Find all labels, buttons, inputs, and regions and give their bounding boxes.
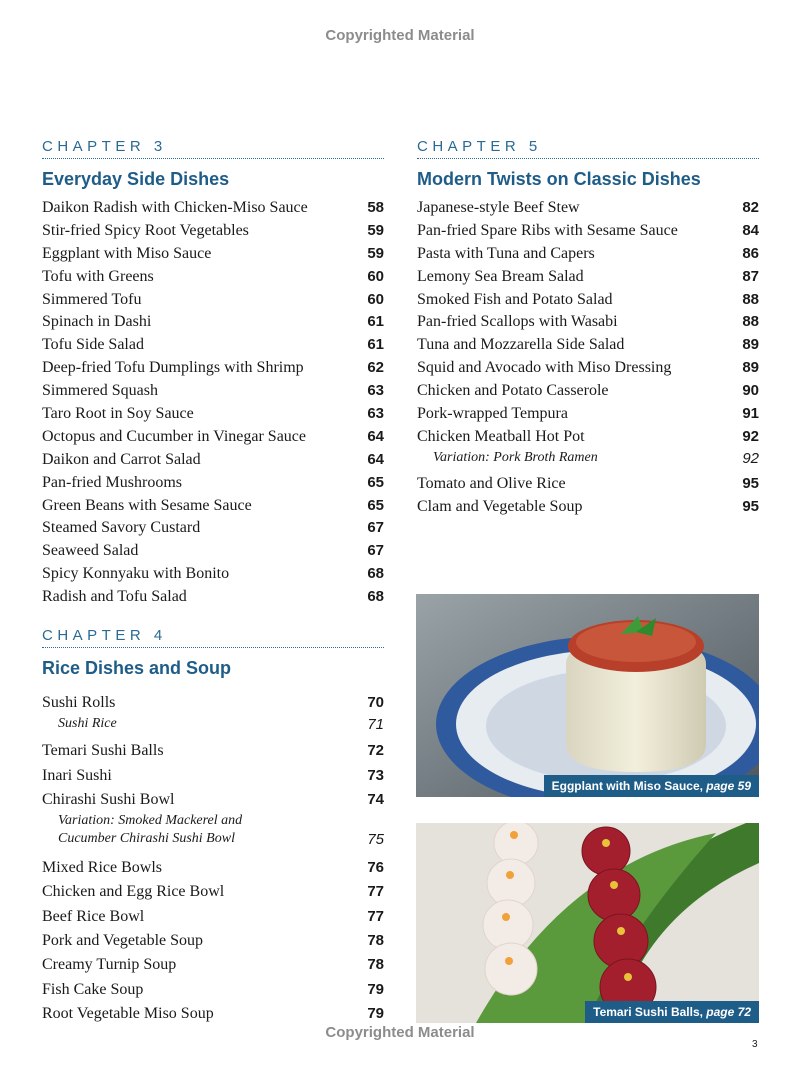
- toc-entry-page: 84: [742, 221, 759, 239]
- toc-entry-page: 59: [367, 221, 384, 239]
- toc-entry-title: Taro Root in Soy Sauce: [42, 405, 194, 423]
- toc-entry-title: Deep-fried Tofu Dumplings with Shrimp: [42, 359, 304, 377]
- toc-entry-title: Green Beans with Sesame Sauce: [42, 496, 252, 514]
- toc-entry-title: Fish Cake Soup: [42, 980, 144, 998]
- toc-entry-title: Squid and Avocado with Miso Dressing: [417, 359, 672, 377]
- caption-page: page 72: [706, 1005, 751, 1019]
- toc-entry[interactable]: [42, 856, 384, 880]
- toc-entry[interactable]: [417, 289, 759, 312]
- toc-entry-title: Tofu with Greens: [42, 267, 154, 285]
- toc-entry[interactable]: [42, 220, 384, 243]
- toc-subentry-page: 92: [742, 449, 759, 467]
- toc-subentry-title: Sushi Rice: [58, 716, 117, 732]
- toc-entry-title: Clam and Vegetable Soup: [417, 497, 583, 515]
- toc-entry-title: Daikon Radish with Chicken-Miso Sauce: [42, 199, 308, 216]
- toc-entry[interactable]: [417, 403, 759, 426]
- chapter-5-list-after: [417, 473, 759, 519]
- toc-entry-title: Sushi Rolls: [42, 694, 116, 711]
- chapter-3-label: CHAPTER 3: [42, 138, 384, 159]
- toc-entry-page: 74: [367, 790, 384, 808]
- toc-subentry-page: 75: [367, 831, 384, 849]
- toc-entry-page: 61: [367, 336, 384, 354]
- toc-entry[interactable]: [42, 1002, 384, 1026]
- toc-entry-title: Pan-fried Scallops with Wasabi: [417, 313, 618, 331]
- toc-entry[interactable]: [42, 266, 384, 289]
- toc-entry-title: Spicy Konnyaku with Bonito: [42, 565, 230, 583]
- chapter-4-label: CHAPTER 4: [42, 627, 384, 648]
- toc-entry[interactable]: [42, 540, 384, 563]
- toc-subentry-title: Variation: Smoked Mackerel and Cucumber Chirashi Sushi Bowl: [58, 813, 243, 847]
- toc-entry-title: Mixed Rice Bowls: [42, 859, 162, 877]
- chapter-4-title: Rice Dishes and Soup: [42, 658, 232, 678]
- toc-entry-title: Inari Sushi: [42, 766, 112, 784]
- toc-entry-title: Tuna and Mozzarella Side Salad: [417, 336, 625, 354]
- toc-entry-title: Chicken and Egg Rice Bowl: [42, 883, 225, 901]
- toc-entry-page: 90: [742, 382, 759, 400]
- toc-entry-title: Simmered Squash: [42, 382, 158, 400]
- toc-entry-title: Radish and Tofu Salad: [42, 588, 187, 606]
- toc-entry[interactable]: [417, 426, 759, 449]
- photo-eggplant-miso-caption: [544, 775, 759, 797]
- chapter-5-list: [417, 197, 759, 449]
- caption-page: page 59: [706, 779, 751, 793]
- toc-subentry-title: Variation: Pork Broth Ramen: [433, 449, 598, 465]
- toc-entry-title: Spinach in Dashi: [42, 313, 152, 331]
- photo-eggplant-miso: [416, 594, 759, 797]
- photo-temari-sushi-caption: [585, 1001, 759, 1023]
- toc-entry-title: Smoked Fish and Potato Salad: [417, 290, 613, 308]
- toc-entry[interactable]: [42, 586, 384, 609]
- toc-entry-title: Eggplant with Miso Sauce: [42, 244, 212, 262]
- copyright-watermark-bottom: Copyrighted Material: [325, 1024, 475, 1041]
- toc-entry-page: 95: [742, 497, 759, 515]
- toc-entry[interactable]: [42, 905, 384, 929]
- toc-entry-page: 63: [367, 405, 384, 423]
- toc-entry-title: Daikon and Carrot Salad: [42, 450, 201, 468]
- chapter-3-list: [42, 197, 384, 609]
- chapter-4-list: [42, 856, 384, 1026]
- toc-entry[interactable]: [42, 691, 384, 715]
- toc-entry-title: Pasta with Tuna and Capers: [417, 244, 595, 262]
- toc-subentry-page: 71: [367, 716, 384, 734]
- toc-entry-title: Pan-fried Mushrooms: [42, 473, 182, 491]
- toc-entry[interactable]: [42, 929, 384, 953]
- toc-entry[interactable]: [42, 197, 384, 220]
- toc-entry-page: 59: [367, 244, 384, 262]
- toc-entry-title: Stir-fried Spicy Root Vegetables: [42, 221, 249, 239]
- toc-entry[interactable]: [42, 243, 384, 266]
- toc-entry[interactable]: [42, 334, 384, 357]
- toc-entry[interactable]: [42, 426, 384, 449]
- toc-entry-page: 82: [742, 199, 759, 216]
- toc-entry-title: Pan-fried Spare Ribs with Sesame Sauce: [417, 221, 678, 239]
- toc-entry-title: Root Vegetable Miso Soup: [42, 1004, 214, 1022]
- toc-entry-page: 95: [742, 474, 759, 492]
- chapter-3-title: Everyday Side Dishes: [42, 169, 230, 189]
- toc-entry[interactable]: [417, 243, 759, 266]
- toc-entry-page: 86: [742, 244, 759, 262]
- toc-entry-title: Temari Sushi Balls: [42, 742, 164, 760]
- toc-entry[interactable]: [42, 403, 384, 426]
- toc-entry-page: 72: [367, 742, 384, 760]
- toc-entry[interactable]: [42, 880, 384, 904]
- toc-entry-page: 78: [367, 956, 384, 974]
- photo-temari-sushi: [416, 823, 759, 1023]
- toc-entry-title: Chicken and Potato Casserole: [417, 382, 609, 400]
- toc-entry-page: 87: [742, 267, 759, 285]
- toc-entry[interactable]: [42, 764, 384, 788]
- toc-entry[interactable]: [42, 739, 384, 763]
- photo-eggplant-miso-image: [416, 594, 759, 797]
- toc-entry-page: 60: [367, 267, 384, 285]
- toc-entry-page: 63: [367, 382, 384, 400]
- toc-entry-page: 89: [742, 336, 759, 354]
- toc-entry[interactable]: [417, 266, 759, 289]
- toc-entry-title: Tomato and Olive Rice: [417, 474, 566, 492]
- toc-entry-page: 77: [367, 907, 384, 925]
- toc-entry-page: 73: [367, 766, 384, 784]
- toc-entry-page: 67: [367, 519, 384, 537]
- toc-entry[interactable]: [417, 357, 759, 380]
- toc-entry-title: Pork and Vegetable Soup: [42, 932, 204, 950]
- toc-entry[interactable]: [42, 978, 384, 1002]
- toc-entry-page: 64: [367, 427, 384, 445]
- toc-entry-page: 68: [367, 588, 384, 606]
- toc-entry[interactable]: [417, 496, 759, 519]
- toc-entry-page: 92: [742, 427, 759, 445]
- toc-entry[interactable]: [417, 311, 759, 334]
- toc-subentry[interactable]: [417, 449, 759, 467]
- chapter-4-section: [42, 627, 384, 1026]
- photo-temari-sushi-image: [416, 823, 759, 1023]
- toc-entry-page: 88: [742, 290, 759, 308]
- toc-entry-page: 70: [367, 694, 384, 711]
- copyright-watermark-top: Copyrighted Material: [325, 27, 475, 44]
- toc-entry-page: 77: [367, 883, 384, 901]
- toc-entry[interactable]: [42, 563, 384, 586]
- caption-text: Temari Sushi Balls,: [593, 1005, 707, 1019]
- toc-entry-page: 61: [367, 313, 384, 331]
- toc-entry-title: Chirashi Sushi Bowl: [42, 790, 175, 808]
- toc-subentry[interactable]: [42, 812, 384, 848]
- toc-entry-title: Tofu Side Salad: [42, 336, 144, 354]
- toc-entry[interactable]: [417, 334, 759, 357]
- toc-entry[interactable]: [42, 311, 384, 334]
- toc-entry[interactable]: [42, 953, 384, 977]
- toc-entry[interactable]: [42, 495, 384, 518]
- toc-entry[interactable]: [42, 380, 384, 403]
- toc-entry-title: Beef Rice Bowl: [42, 907, 145, 925]
- toc-entry-page: 58: [367, 199, 384, 216]
- toc-entry-page: 65: [367, 496, 384, 514]
- toc-entry[interactable]: [417, 473, 759, 496]
- toc-entry-page: 60: [367, 290, 384, 308]
- toc-entry-title: Steamed Savory Custard: [42, 519, 201, 537]
- chapter-3-section: [42, 138, 384, 609]
- chapter-5-section: [417, 138, 759, 519]
- toc-entry-page: 68: [367, 565, 384, 583]
- toc-entry-title: Seaweed Salad: [42, 542, 139, 560]
- toc-entry[interactable]: [417, 380, 759, 403]
- toc-entry-title: Chicken Meatball Hot Pot: [417, 427, 585, 445]
- chapter-5-label: CHAPTER 5: [417, 138, 759, 159]
- toc-entry-page: 89: [742, 359, 759, 377]
- toc-entry-page: 79: [367, 1004, 384, 1022]
- toc-entry[interactable]: [42, 449, 384, 472]
- toc-entry-page: 64: [367, 450, 384, 468]
- caption-text: Eggplant with Miso Sauce,: [551, 779, 707, 793]
- toc-entry-title: Simmered Tofu: [42, 290, 142, 308]
- toc-entry[interactable]: [42, 517, 384, 540]
- chapter-5-title: Modern Twists on Classic Dishes: [417, 169, 701, 189]
- toc-entry-page: 65: [367, 473, 384, 491]
- toc-entry-page: 76: [367, 859, 384, 877]
- toc-entry[interactable]: [417, 197, 759, 220]
- toc-entry-page: 91: [742, 405, 759, 423]
- toc-entry-page: 67: [367, 542, 384, 560]
- toc-entry[interactable]: [42, 788, 384, 812]
- toc-entry-title: Japanese-style Beef Stew: [417, 199, 580, 216]
- toc-entry[interactable]: [417, 220, 759, 243]
- toc-entry[interactable]: [42, 357, 384, 380]
- toc-entry-page: 78: [367, 932, 384, 950]
- toc-entry-page: 62: [367, 359, 384, 377]
- toc-entry-title: Octopus and Cucumber in Vinegar Sauce: [42, 427, 307, 445]
- toc-entry-page: 79: [367, 980, 384, 998]
- toc-entry-title: Pork-wrapped Tempura: [417, 405, 568, 423]
- toc-entry-title: Lemony Sea Bream Salad: [417, 267, 584, 285]
- toc-entry[interactable]: [42, 289, 384, 312]
- toc-entry-page: 88: [742, 313, 759, 331]
- toc-subentry[interactable]: [42, 715, 384, 733]
- toc-entry-title: Creamy Turnip Soup: [42, 956, 177, 974]
- toc-entry[interactable]: [42, 472, 384, 495]
- page-number: 3: [752, 1039, 758, 1050]
